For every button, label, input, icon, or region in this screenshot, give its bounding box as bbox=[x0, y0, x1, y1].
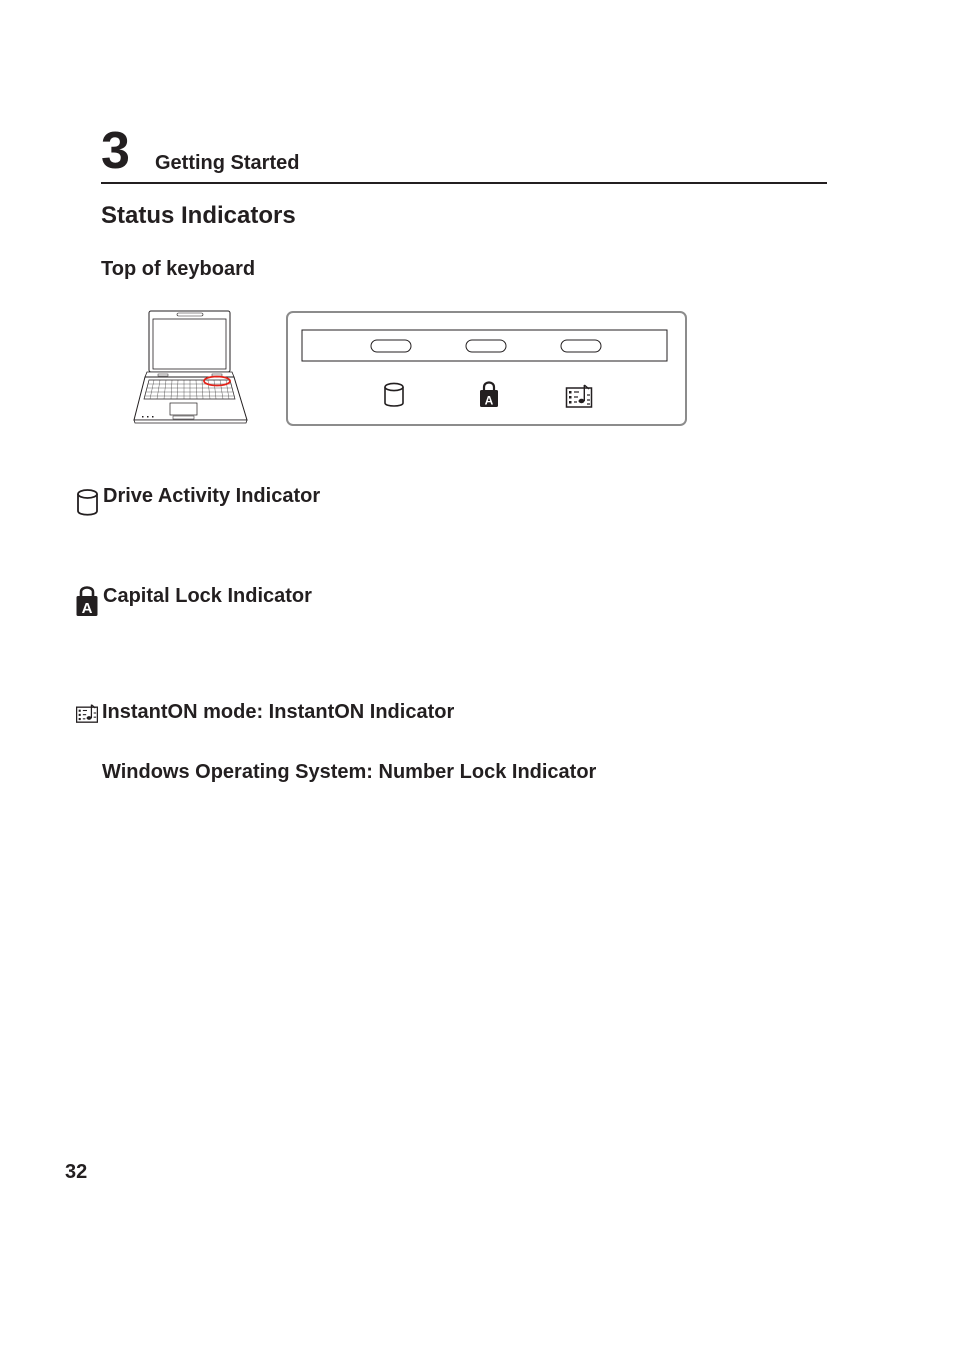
chapter-divider bbox=[101, 182, 827, 184]
laptop-illustration bbox=[130, 308, 252, 426]
number-lock-heading: Windows Operating System: Number Lock Indicator bbox=[102, 761, 597, 783]
chapter-title: Getting Started bbox=[155, 152, 300, 174]
instanton-icon bbox=[567, 385, 592, 407]
capital-lock-heading: Capital Lock Indicator bbox=[103, 585, 312, 607]
drive-icon bbox=[76, 488, 100, 518]
subsection-title: Top of keyboard bbox=[101, 258, 256, 280]
instanton-heading: InstantON mode: InstantON Indicator bbox=[102, 701, 455, 723]
svg-text:A: A bbox=[81, 600, 93, 617]
page-number: 32 bbox=[65, 1161, 88, 1183]
drive-activity-heading: Drive Activity Indicator bbox=[103, 485, 321, 507]
instanton-icon bbox=[76, 703, 98, 723]
section-title: Status Indicators bbox=[101, 202, 296, 229]
drive-icon bbox=[385, 383, 403, 406]
caps-lock-icon bbox=[76, 585, 98, 617]
svg-text:A: A bbox=[484, 393, 494, 408]
indicator-panel bbox=[285, 310, 689, 428]
chapter-number: 3 bbox=[101, 122, 130, 180]
